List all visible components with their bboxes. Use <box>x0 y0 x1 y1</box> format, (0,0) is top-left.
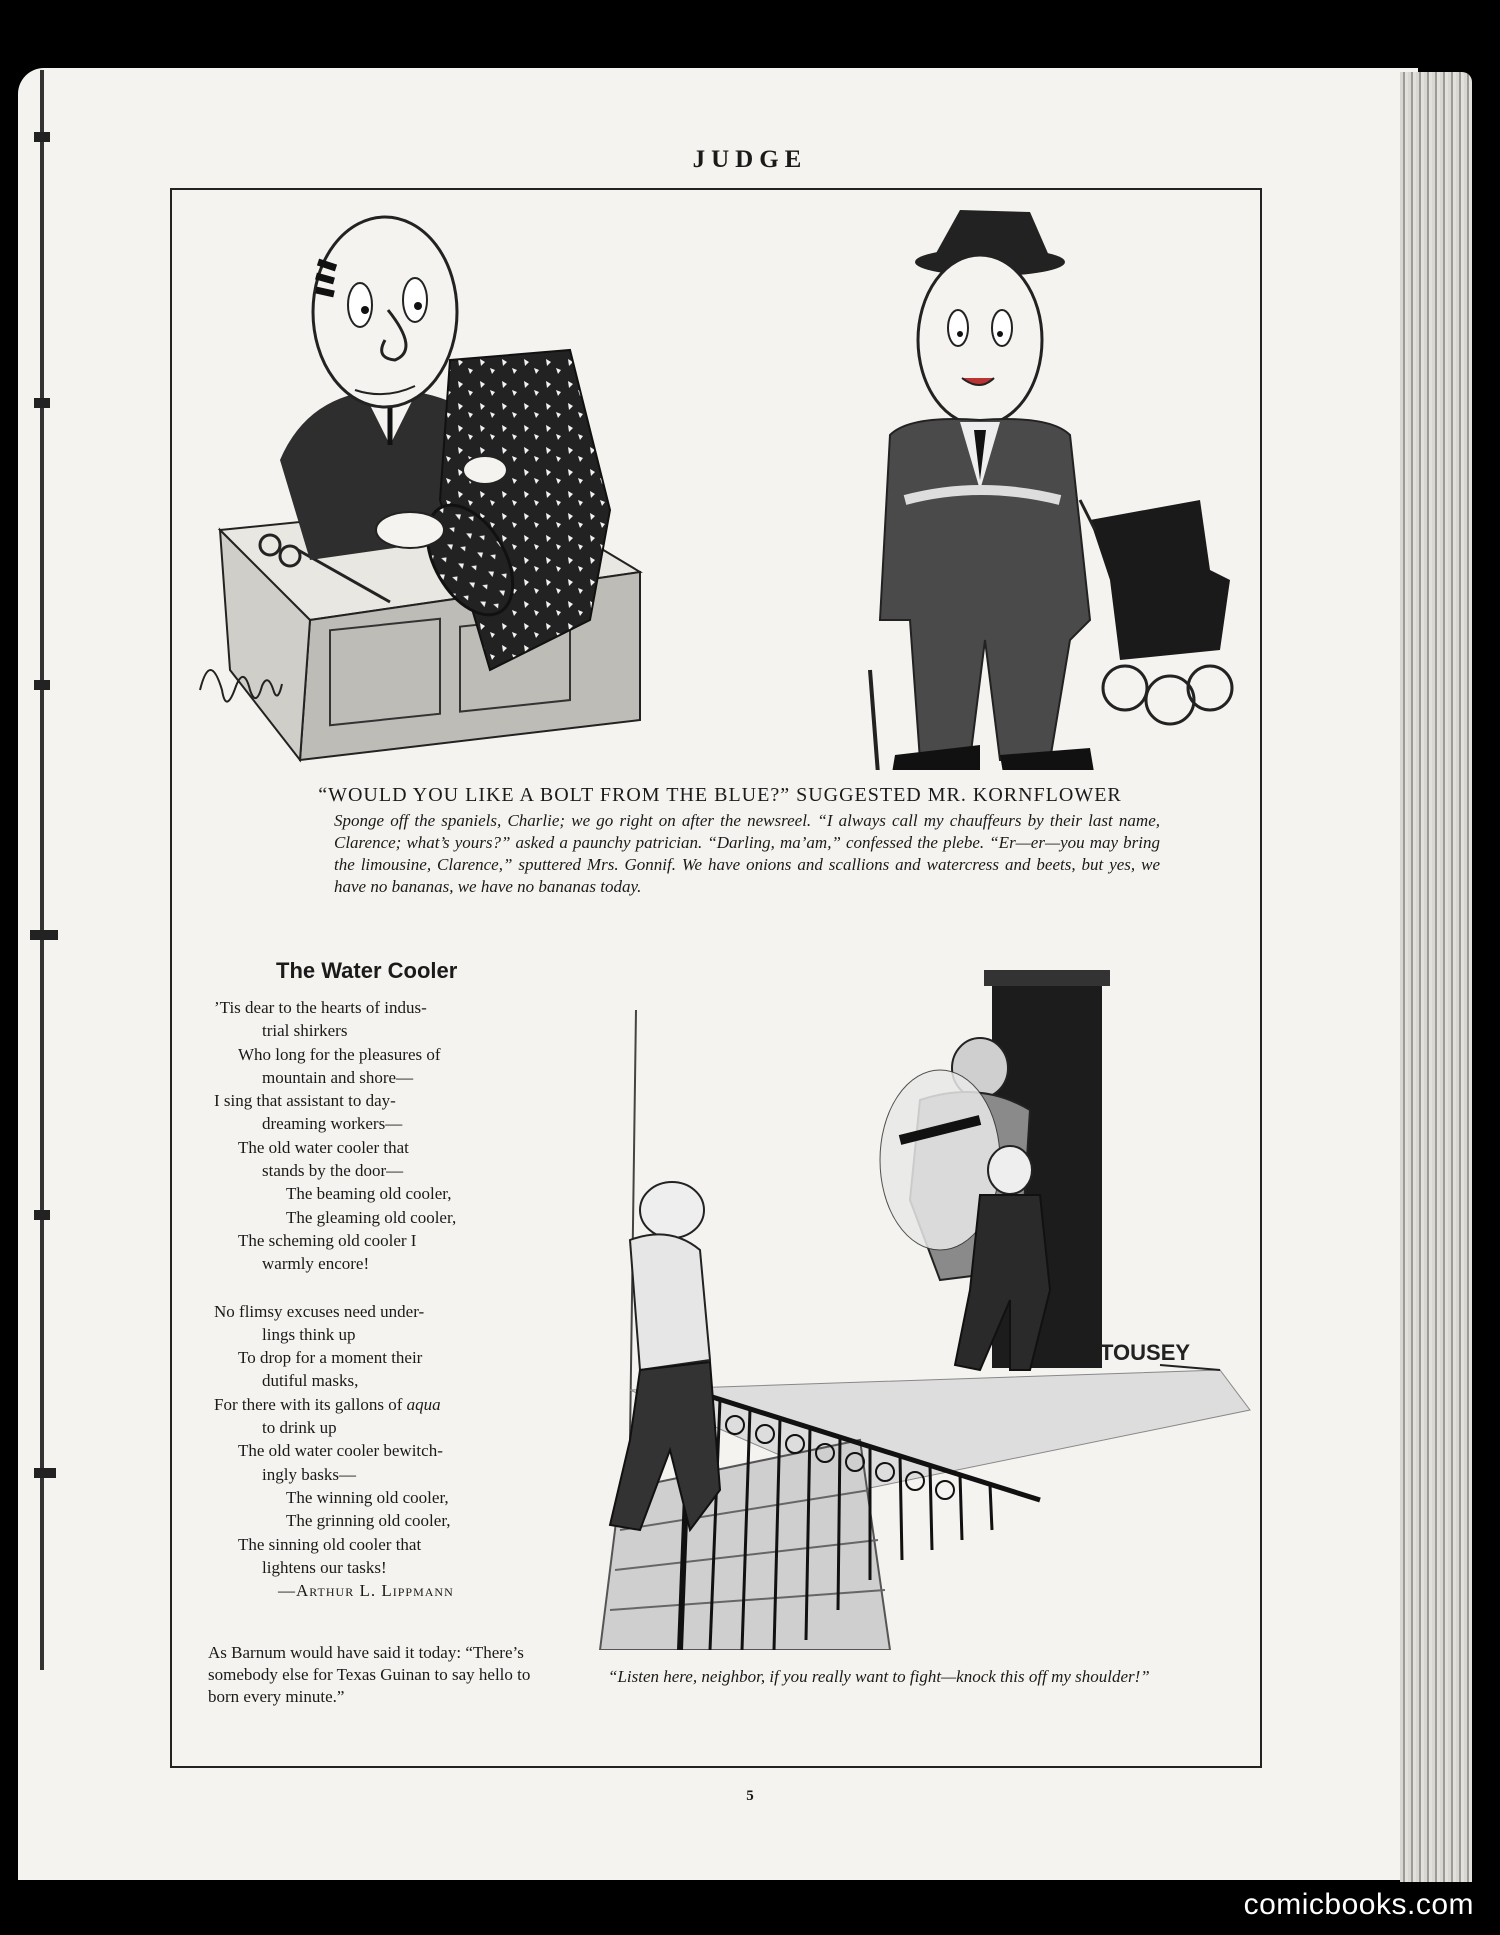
site-watermark: comicbooks.com <box>1243 1888 1474 1921</box>
poem-author: —Arthur L. Lippmann <box>278 1581 454 1601</box>
poem-line: trial shirkers <box>262 1021 348 1041</box>
binding-mark <box>34 680 50 690</box>
poem-line: to drink up <box>262 1418 337 1438</box>
poem-line: mountain and shore— <box>262 1067 414 1087</box>
binding-mark <box>34 132 50 142</box>
binding-mark <box>30 930 58 940</box>
book-page-edges <box>1400 72 1472 1882</box>
poem-title: The Water Cooler <box>276 958 458 983</box>
poem-line: The beaming old cooler, <box>286 1184 452 1204</box>
poem-line: The grinning old cooler, <box>286 1511 451 1531</box>
cartoon-tailor-and-gentleman <box>190 200 1240 770</box>
barnum-quip: As Barnum would have said it today: “There’s somebody else for Texas Guinan to say hello to born every minute.” <box>208 1643 531 1706</box>
poem-line: Who long for the pleasures of <box>238 1044 441 1064</box>
poem-line: The old water cooler bewitch- <box>238 1441 443 1461</box>
page-number: 5 <box>746 1788 754 1804</box>
poem-line: The scheming old cooler I <box>238 1230 417 1250</box>
poem-line: dreaming workers— <box>262 1114 403 1134</box>
poem-line: stands by the door— <box>262 1161 404 1181</box>
binding-mark <box>34 398 50 408</box>
poem-italic-word: aqua <box>406 1394 441 1414</box>
poem-line: lings think up <box>262 1324 356 1344</box>
binding-line <box>40 70 44 1670</box>
poem-line: The sinning old cooler that <box>238 1534 422 1554</box>
stanza-gap <box>208 1276 548 1300</box>
poem-line-text: For there with its gallons of <box>214 1394 403 1414</box>
poem-line: lightens our tasks! <box>262 1557 387 1577</box>
magazine-title: JUDGE <box>692 146 808 173</box>
poem-line: To drop for a moment their <box>238 1348 423 1368</box>
poem-line: ’Tis dear to the hearts of indus- <box>214 998 427 1017</box>
top-cartoon-caption-text: Sponge off the spaniels, Charlie; we go right on after the newsreel. “I always call my chauffeurs by their last name, Clarence; what’s yours?” asked a paunchy patrician. “Darling, ma’am,” confessed the plebe. “Er—er—you may bring the limousine, Clarence,” sputtered Mrs. Gonnif. We have onions and scallions and watercress and beets, but yes, we have no bananas, we have no bananas today. <box>334 811 1160 896</box>
binding-mark <box>34 1468 56 1478</box>
top-cartoon-caption-title: “WOULD YOU LIKE A BOLT FROM THE BLUE?” SUGGESTED MR. KORNFLOWER <box>318 784 1122 806</box>
poem-line: The gleaming old cooler, <box>286 1207 457 1227</box>
poem-body <box>208 996 548 1602</box>
poem-line: I sing that assistant to day- <box>214 1091 396 1111</box>
poem-line: The winning old cooler, <box>286 1487 449 1507</box>
poem-line: warmly encore! <box>262 1254 370 1274</box>
cartoon-stoop-confrontation <box>560 970 1260 1650</box>
binding-mark <box>34 1210 50 1220</box>
poem-line <box>208 1393 548 1416</box>
poem-line: The old water cooler that <box>238 1137 409 1157</box>
bottom-cartoon-caption: “Listen here, neighbor, if you really want to fight—knock this off my shoulder!” <box>608 1667 1150 1686</box>
cartoon-signature: TOUSEY <box>1100 1340 1191 1365</box>
poem-line: No flimsy excuses need under- <box>214 1301 425 1321</box>
poem-line: ingly basks— <box>262 1464 356 1484</box>
poem-line: dutiful masks, <box>262 1371 359 1391</box>
